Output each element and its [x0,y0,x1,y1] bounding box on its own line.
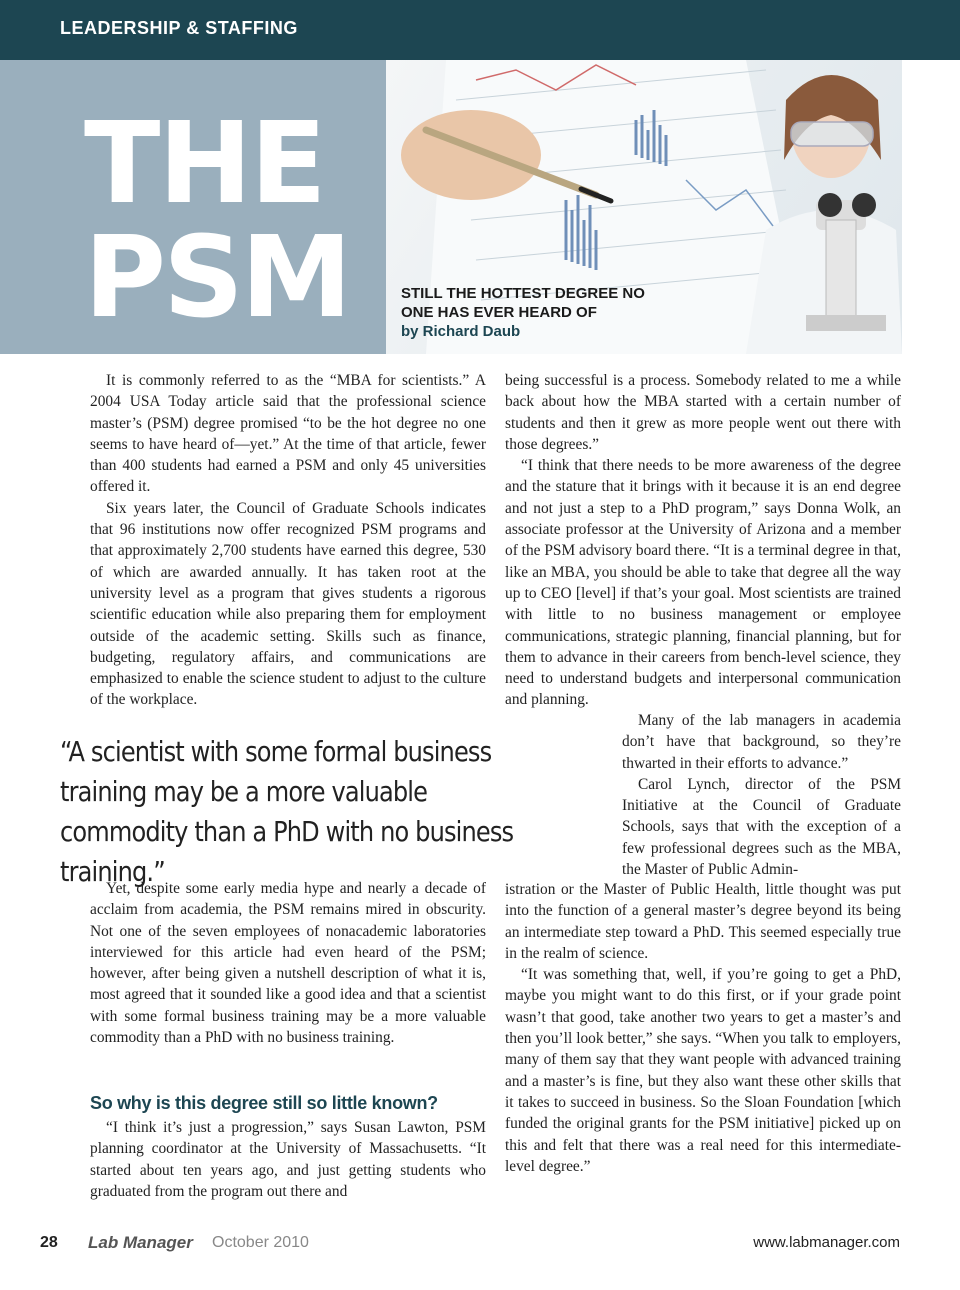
subtitle-line-2: ONE HAS EVER HEARD OF [401,304,597,321]
column-1-final [90,1117,486,1202]
paragraph: “It was something that, well, if you’re going to get a PhD, maybe you might want to do this first, or if your grade point wasn’t that good, take another two years to get a master’s and then you’ll look better,” she says. “When you talk to employers, many of them say that they want people with advanced training and a master’s is fine, but they also want these other skills that it takes to succeed in business. So the Sloan Foundation [which funded the original grants for the PSM initiative] picked up on this and felt that there was a real need for this intermediate-level degree.” [505,966,901,1175]
pull-quote: “A scientist with some formal business training may be a more valuable commodity than a PhD with no business training.” [60,735,514,888]
paragraph: Many of the lab managers in academia don’t have that background, so they’re thwarted in their efforts to advance.” [622,712,901,772]
column-1-lower [90,878,486,1048]
column-1 [90,370,486,711]
issue-date: October 2010 [212,1234,309,1251]
article-title [84,99,350,343]
subtitle-line-1: STILL THE HOTTEST DEGREE NO [401,285,645,302]
paragraph: istration or the Master of Public Health, little thought was put into the function of a general master’s degree beyond its being an intermediate step toward a PhD. This seemed especially true in the realm of science. [505,881,901,962]
section-banner [0,0,960,60]
page-footer [0,1230,960,1260]
article-subtitle [401,284,645,341]
paragraph: Yet, despite some early media hype and nearly a decade of acclaim from academia, the PSM remains mired in obscurity. Not one of the seven employees of nonacademic laboratories interviewed for this article had even heard of the PSM; however, after being given a nutshell description of what it is, most agreed that it sounded like a good idea and that a scientist with some formal business training may be a more valuable commodity than a PhD with no business training. [90,880,486,1047]
section-label: LEADERSHIP & STAFFING [60,18,298,38]
title-line-2: PSM [84,213,350,343]
page-number: 28 [40,1234,58,1251]
paragraph: “I think that there needs to be more awareness of the degree and the stature that it brings with it because it is an end degree and not just a step to a PhD program,” says Donna Wolk, an associate professor at the University of Arizona and a member of the PSM advisory board there. “It is a terminal degree in that, like an MBA, you should be able to take that degree all the way up to CEO [level] if that’s your goal. Most scientists are trained with little to no business management or employee communications, strategic planning, financial planning, but for them to advance in their careers from bench-level science, they need to understand budgets and interpersonal communication and planning. [505,457,901,709]
paragraph: Carol Lynch, director of the PSM Initiative at the Council of Graduate Schools, says that with the exception of a few professional degrees such as the MBA, the Master of Public Admin- [622,775,901,879]
paragraph: It is commonly referred to as the “MBA for scientists.” A 2004 USA Today article said that the professional science master’s (PSM) degree promised “to be the hot degree no one seems to have heard of—yet.” At the time of that article, fewer than 400 students had earned a PSM and only 45 universities offered it. [90,372,486,496]
paragraph: “I think it’s just a progression,” says Susan Lawton, PSM planning coordinator at the University of Massachusetts. “It started about ten years ago, and just getting students who graduated from the program out there and [90,1119,486,1200]
column-2 [505,370,901,711]
magazine-name: Lab Manager [88,1233,193,1252]
section-heading: So why is this degree still so little known? [90,1093,438,1113]
column-2-lower [505,879,901,1177]
column-2-inset [622,710,901,880]
paragraph: being successful is a process. Somebody related to me a while back about how the MBA started with a certain number of students and then it grew as more people went out there with those degrees.” [505,372,901,453]
title-line-1: THE [84,99,325,229]
byline: by Richard Daub [401,323,521,340]
paragraph: Six years later, the Council of Graduate Schools indicates that 96 institutions now offer recognized PSM programs and that approximately 2,700 students have earned this degree, 530 of which are awarded annually. It has taken root at the university level as a program that gives students a rigorous scientific education while also preparing them for employment outside of the academic setting. Skills such as finance, budgeting, regulatory affairs, and communications are emphasized to enable the science student to adjust to the culture of the workplace. [90,499,486,709]
website-url[interactable]: www.labmanager.com [753,1234,900,1251]
